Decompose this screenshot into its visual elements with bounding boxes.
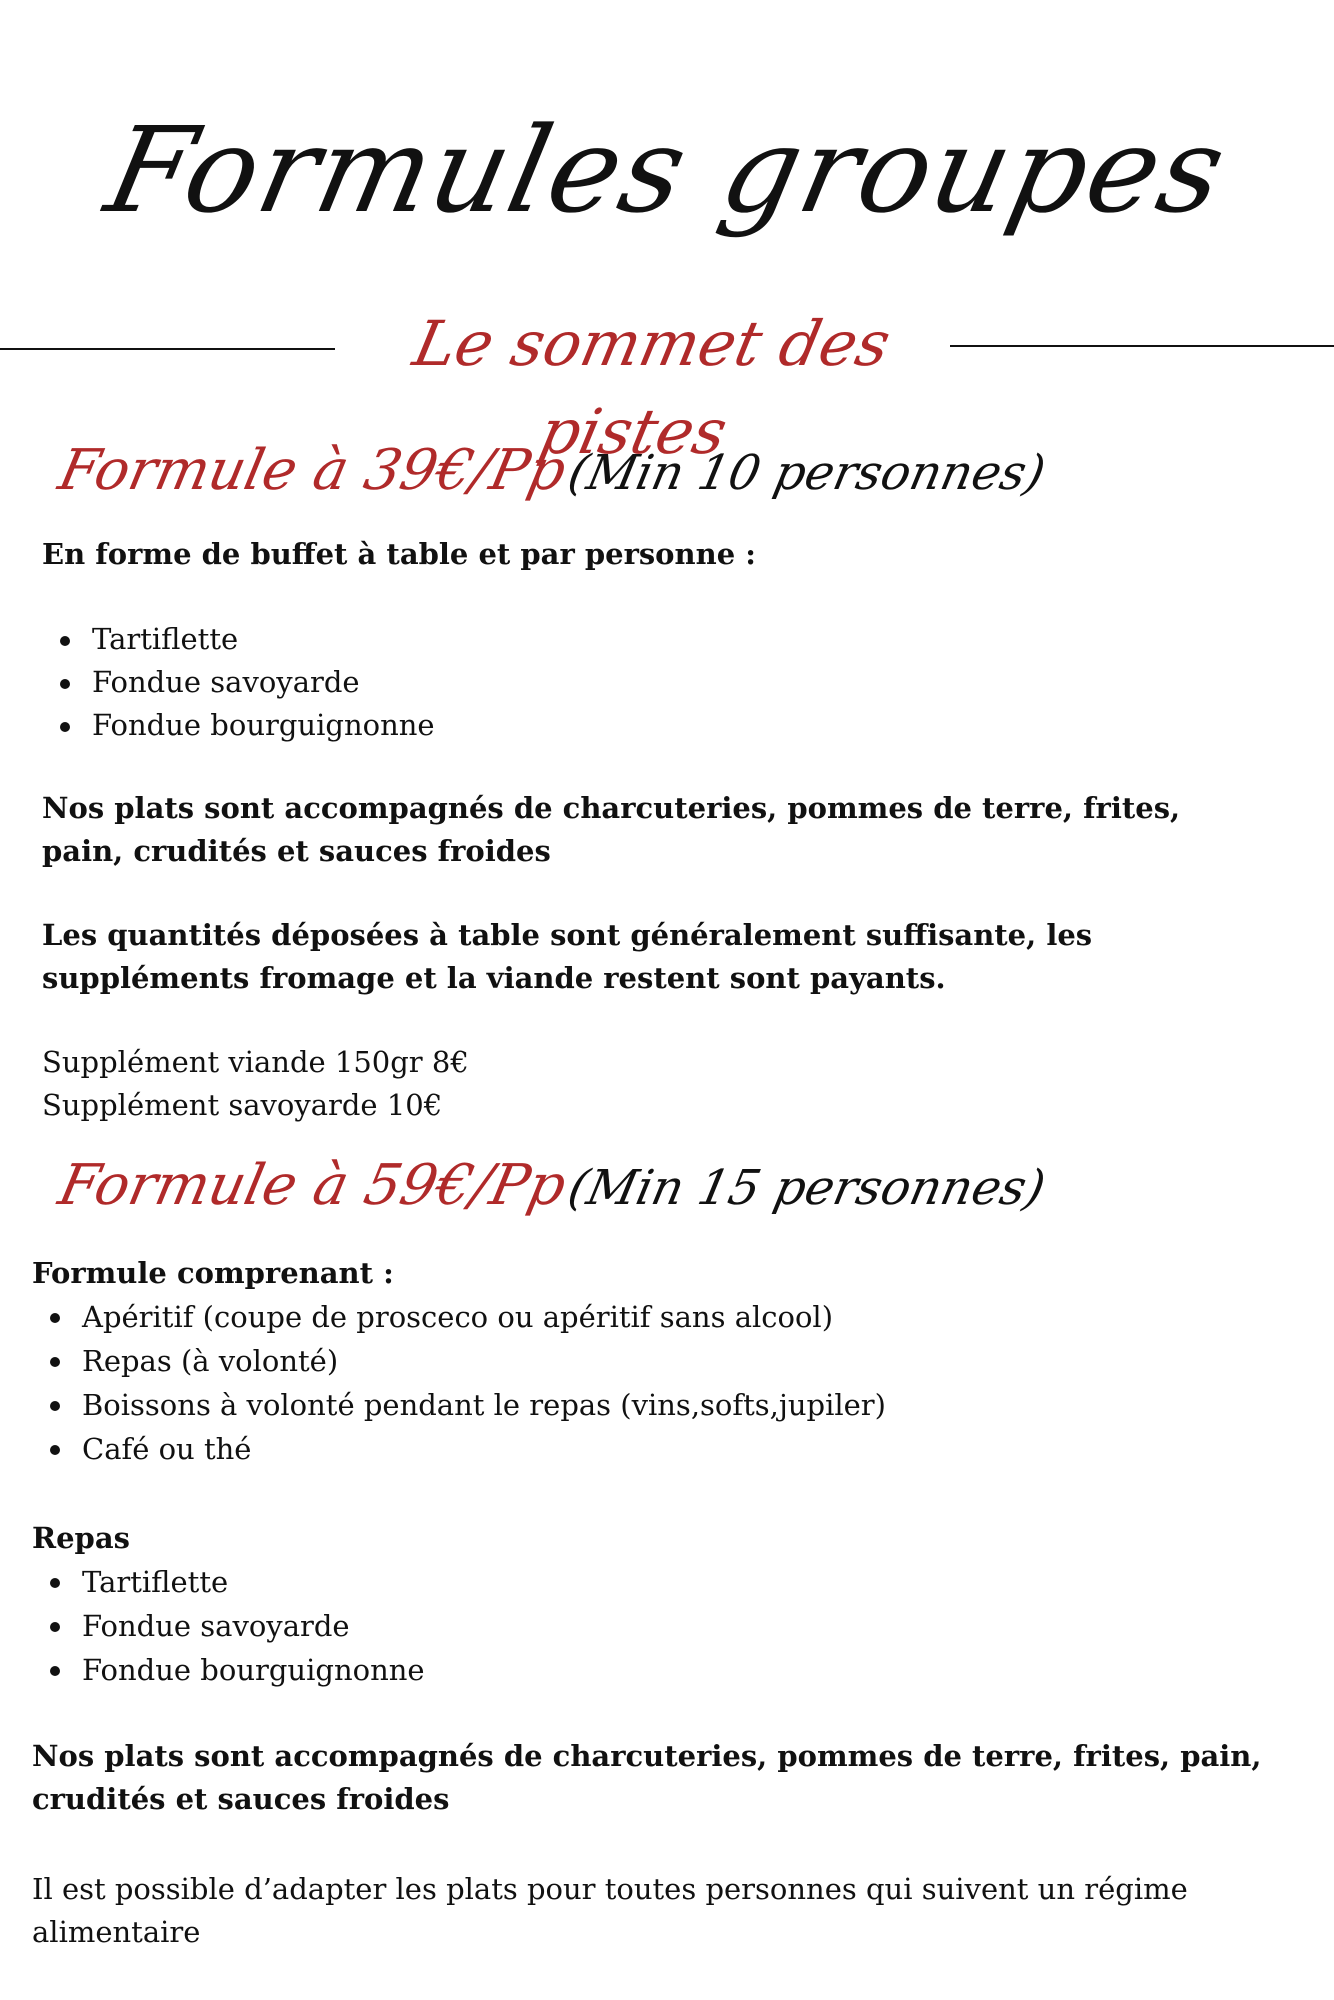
list-item: Apéritif (coupe de prosceco ou apéritif sans alcool) bbox=[82, 1295, 1282, 1339]
divider-left bbox=[0, 348, 335, 350]
list-item: Repas (à volonté) bbox=[82, 1339, 1282, 1383]
formule1-accompaniments: Nos plats sont accompagnés de charcuteries, pommes de terre, frites, pain, crudités et sauces froides bbox=[42, 791, 1181, 868]
formule1-list bbox=[42, 618, 1292, 747]
formule2-price: Formule à 59€/Pp bbox=[53, 1153, 572, 1218]
divider-right bbox=[950, 345, 1334, 347]
formule2-list bbox=[32, 1295, 1282, 1471]
formule1-intro: En forme de buffet à table et par personne : bbox=[42, 537, 756, 571]
subtitle-row bbox=[0, 300, 1334, 468]
list-item: Fondue savoyarde bbox=[82, 1604, 1282, 1648]
list-item: Boissons à volonté pendant le repas (vins,softs,jupiler) bbox=[82, 1383, 1282, 1427]
formule2-repas-list bbox=[32, 1560, 1282, 1692]
page-title: Formules groupes bbox=[95, 101, 1239, 239]
formule1-heading bbox=[53, 438, 1052, 503]
list-item: Fondue bourguignonne bbox=[82, 1648, 1282, 1692]
formule1-price: Formule à 39€/Pp bbox=[53, 438, 572, 503]
page-subtitle: Le sommet des pistes bbox=[407, 307, 897, 468]
formule2-regime-note: Il est possible d’adapter les plats pour toutes personnes qui suivent un régime alimentaire bbox=[32, 1872, 1188, 1949]
list-item: Fondue savoyarde bbox=[92, 661, 1292, 704]
formule2-heading bbox=[53, 1153, 1052, 1218]
list-item: Tartiflette bbox=[82, 1560, 1282, 1604]
formule2-intro: Formule comprenant : bbox=[32, 1256, 394, 1290]
formule1-supplements bbox=[42, 1041, 1292, 1127]
list-item: Tartiflette bbox=[92, 618, 1292, 661]
formule1-quantities: Les quantités déposées à table sont généralement suffisante, les suppléments fromage et la viande restent sont payants. bbox=[42, 918, 1093, 995]
formule2-repas-label: Repas bbox=[32, 1521, 130, 1555]
supplement-line: Supplément viande 150gr 8€ bbox=[42, 1045, 469, 1079]
formule2-min: (Min 15 personnes) bbox=[563, 1160, 1051, 1216]
list-item: Café ou thé bbox=[82, 1427, 1282, 1471]
list-item: Fondue bourguignonne bbox=[92, 704, 1292, 747]
formule1-min: (Min 10 personnes) bbox=[563, 445, 1051, 501]
formule2-accompaniments: Nos plats sont accompagnés de charcuteries, pommes de terre, frites, pain, crudités et sauces froides bbox=[32, 1739, 1262, 1816]
supplement-line: Supplément savoyarde 10€ bbox=[42, 1088, 443, 1122]
